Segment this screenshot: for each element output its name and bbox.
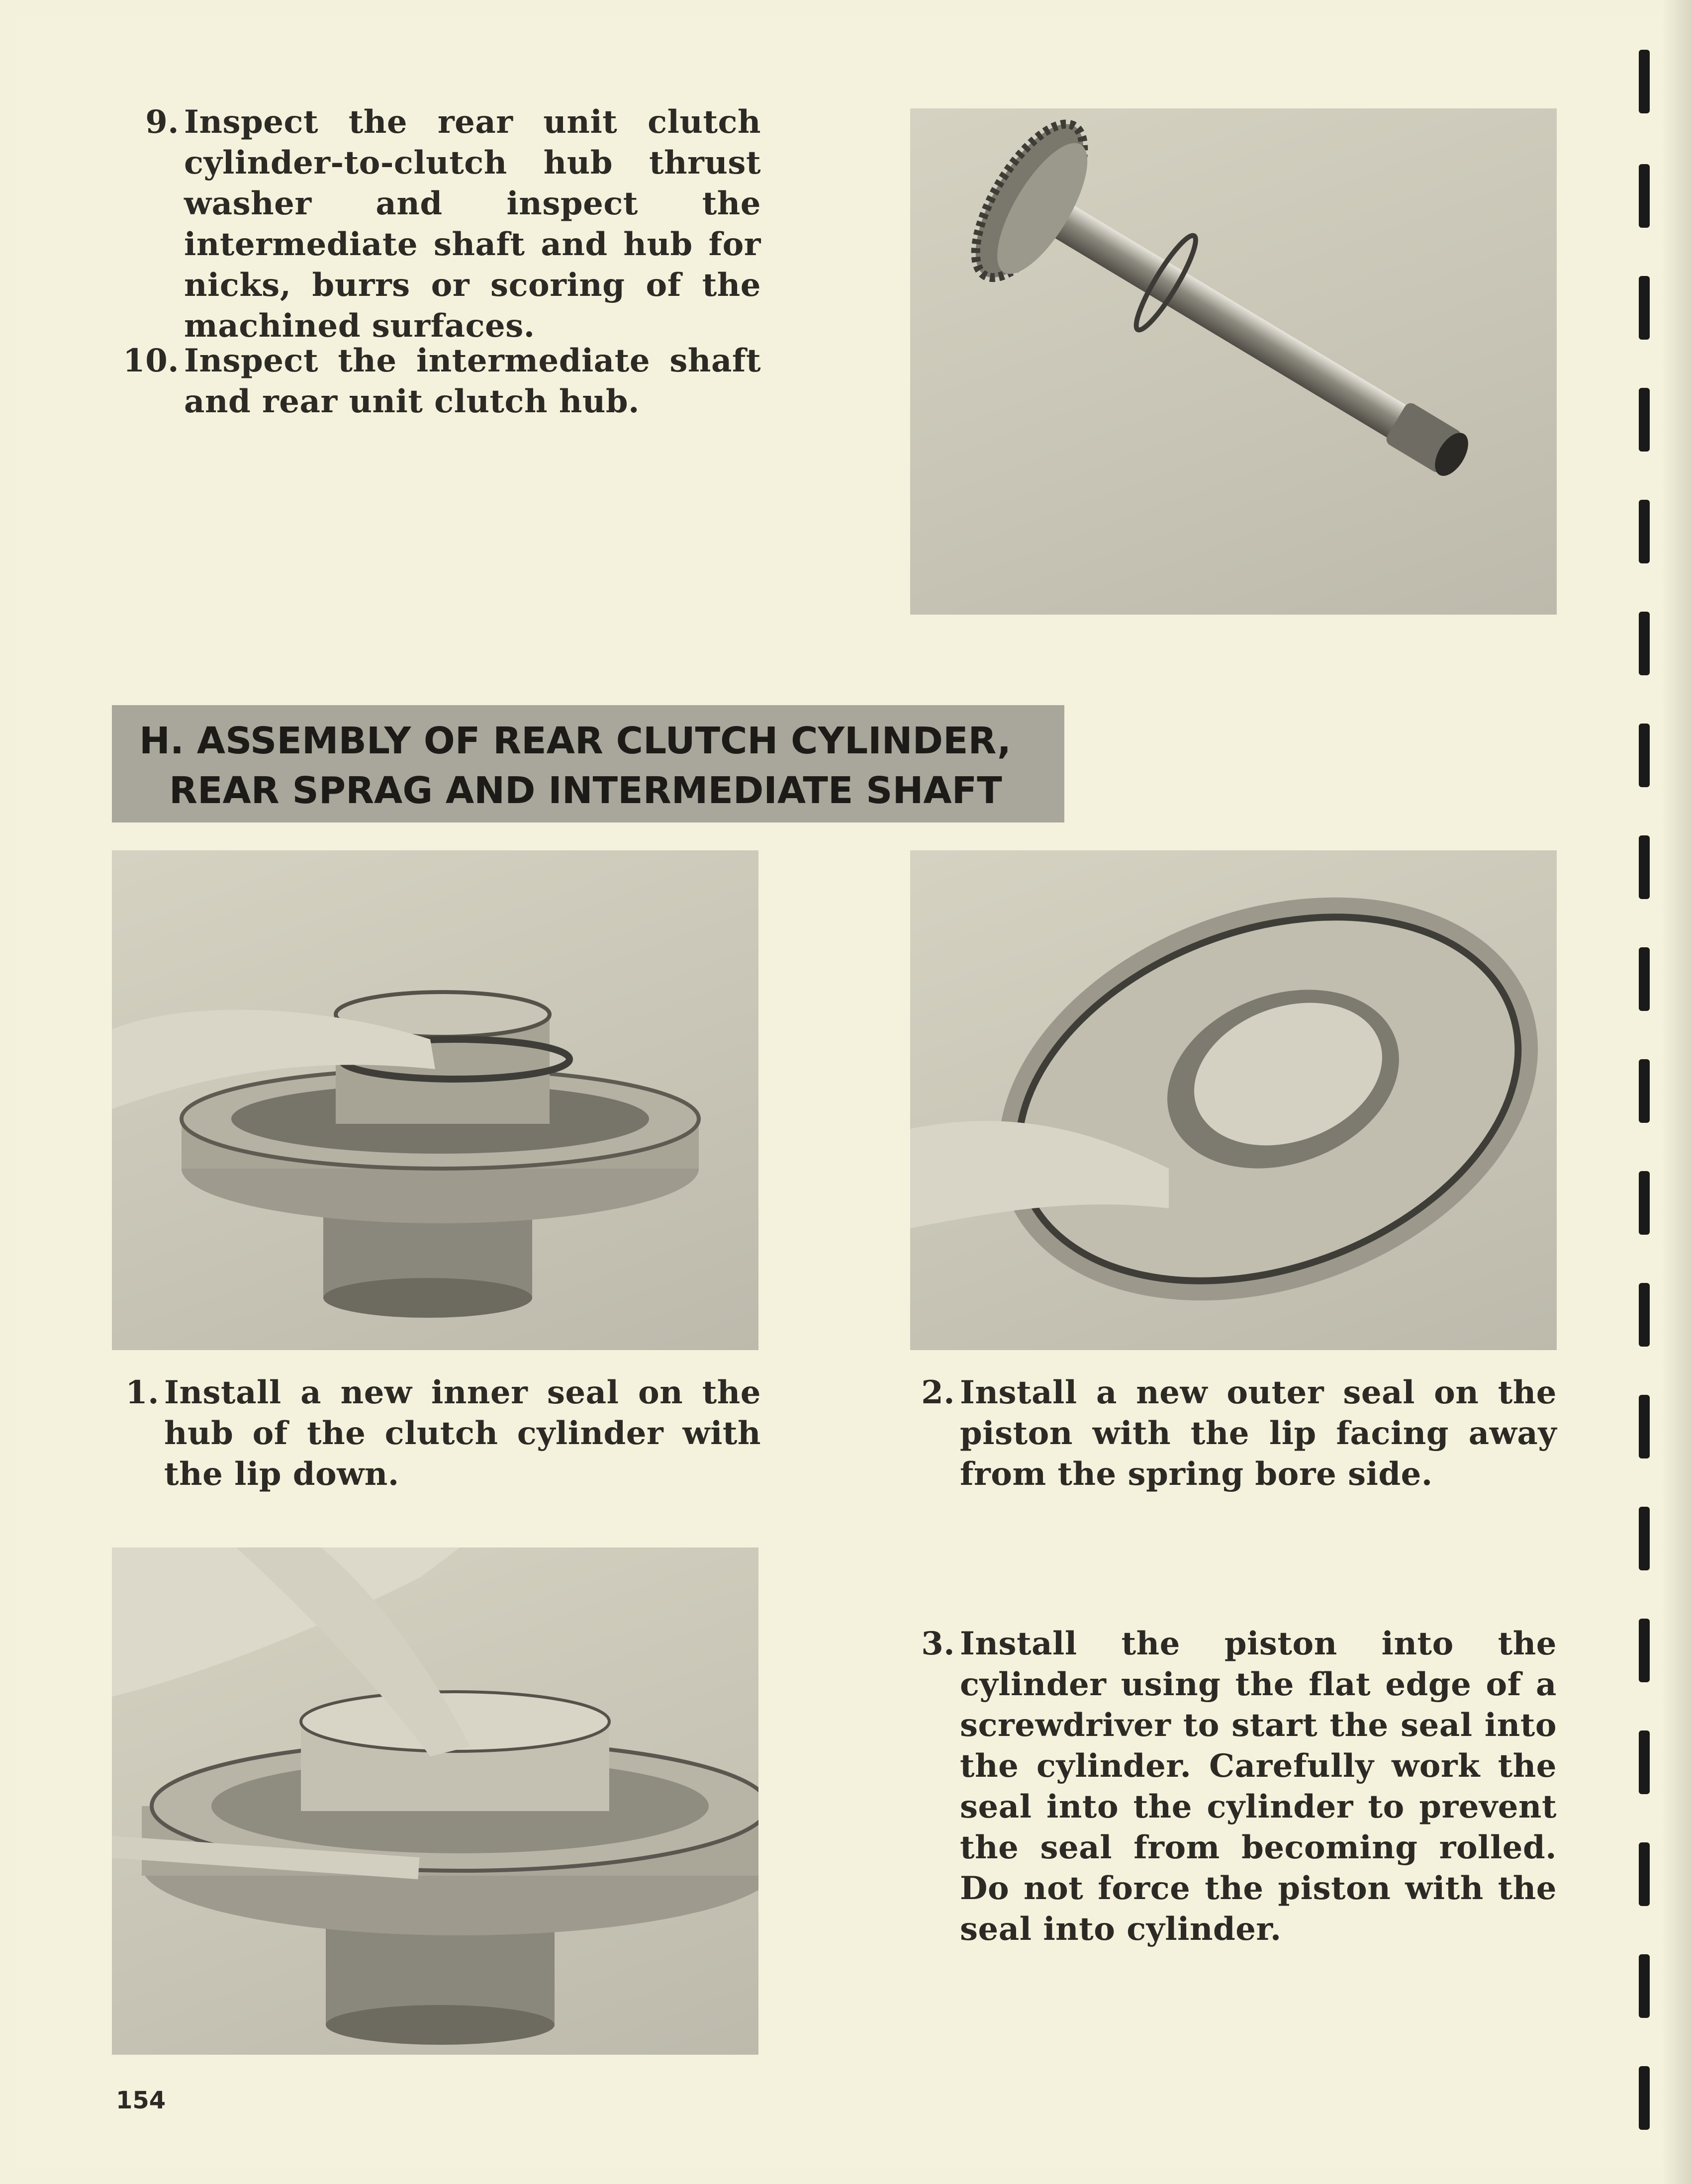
binder-hole xyxy=(1639,1059,1650,1123)
section-header xyxy=(112,705,1064,822)
section-header-line-1: H. ASSEMBLY OF REAR CLUTCH CYLINDER, xyxy=(139,720,1012,762)
binder-hole xyxy=(1639,1171,1650,1235)
binder-hole xyxy=(1639,947,1650,1011)
binder-hole xyxy=(1639,164,1650,228)
section-header-line-2: REAR SPRAG AND INTERMEDIATE SHAFT xyxy=(169,769,1002,812)
step-text: Install a new inner seal on the hub of the clutch cylinder with the lip down. xyxy=(164,1374,761,1493)
page-number: 154 xyxy=(116,2087,166,2114)
binder-hole xyxy=(1639,1730,1650,1794)
page-edge xyxy=(1661,0,1691,2184)
step-10 xyxy=(123,341,761,422)
binder-hole xyxy=(1639,1619,1650,1682)
binder-hole xyxy=(1639,835,1650,899)
binder-hole xyxy=(1639,1395,1650,1458)
step-text: Install a new outer seal on the piston with the lip facing away from the spring bore side. xyxy=(960,1374,1557,1493)
binder-hole xyxy=(1639,1842,1650,1906)
step-number: 9. xyxy=(145,103,179,141)
binder-hole xyxy=(1639,724,1650,787)
binder-hole xyxy=(1639,612,1650,675)
step-3 xyxy=(921,1624,1557,1950)
binder-hole xyxy=(1639,276,1650,340)
outer-seal-photo xyxy=(910,850,1557,1350)
step-9 xyxy=(145,102,761,347)
step-number: 10. xyxy=(123,342,179,379)
binder-hole xyxy=(1639,1507,1650,1570)
binder-hole xyxy=(1639,50,1650,113)
step-2 xyxy=(921,1372,1557,1495)
binder-hole xyxy=(1639,500,1650,563)
step-text: Inspect the intermediate shaft and rear unit clutch hub. xyxy=(184,342,761,420)
intermediate-shaft-photo xyxy=(910,108,1557,615)
step-number: 3. xyxy=(921,1625,955,1662)
binder-hole xyxy=(1639,2066,1650,2130)
step-number: 1. xyxy=(125,1374,159,1411)
inner-seal-photo xyxy=(112,850,758,1350)
binder-hole xyxy=(1639,1283,1650,1347)
binder-hole xyxy=(1639,1954,1650,2018)
step-1 xyxy=(125,1372,761,1495)
step-number: 2. xyxy=(921,1374,955,1411)
binder-hole xyxy=(1639,388,1650,452)
piston-install-photo xyxy=(112,1547,758,2055)
step-text: Install the piston into the cylinder using the flat edge of a screwdriver to start the seal into the cylinder. Carefully work the seal into the cylinder to prevent the seal from becoming rolled. Do not force the piston with the seal into cylinder. xyxy=(960,1625,1557,1948)
step-text: Inspect the rear unit clutch cylinder-to-clutch hub thrust washer and inspect the intermediate shaft and hub for nicks, burrs or scoring of the machined surfaces. xyxy=(184,103,761,345)
